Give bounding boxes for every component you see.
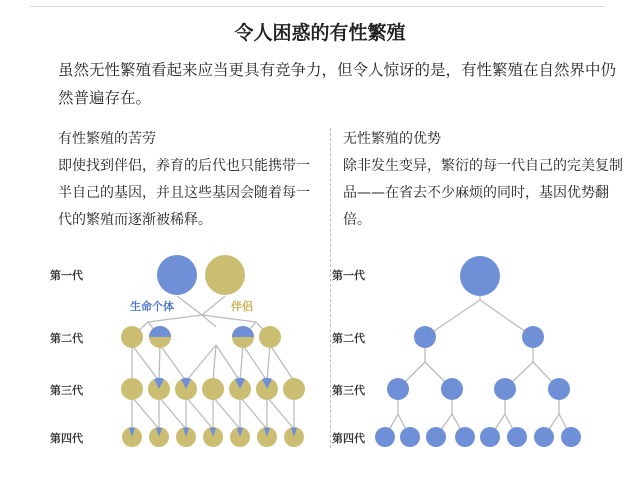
left-link-g2-10	[270, 345, 294, 381]
right-gen1-node	[460, 256, 500, 296]
sexual-heading: 有性繁殖的苦劳	[58, 131, 156, 147]
left-link-g3-7	[213, 397, 240, 429]
left-link-g3-5	[186, 397, 213, 429]
individual-tag: 生命个体	[130, 300, 174, 313]
left-link-g3-11	[267, 397, 294, 429]
left-link-g2-3	[160, 345, 186, 381]
right-gen-label-2: 第二代	[332, 332, 365, 345]
left-link-g2-2	[159, 345, 160, 381]
left-link-g2-1	[132, 345, 159, 381]
left-gen3-node	[121, 378, 143, 400]
left-gen3-node	[202, 378, 224, 400]
sexual-tree-lines	[132, 296, 294, 429]
left-link-g2-9	[267, 345, 270, 381]
right-gen4-node	[561, 427, 581, 447]
left-link-g1-right	[202, 315, 256, 322]
right-gen3-node	[494, 378, 516, 400]
left-link-g1-gold	[202, 296, 225, 315]
right-gen4-node	[534, 427, 554, 447]
left-gen2-node	[259, 326, 281, 348]
right-gen-label-1: 第一代	[332, 269, 365, 282]
right-gen4-node	[455, 427, 475, 447]
right-gen4-node	[426, 427, 446, 447]
right-gen3-node	[548, 378, 570, 400]
asexual-tree-nodes	[375, 256, 581, 447]
left-gen1-partner	[205, 255, 245, 295]
left-gen-label-1: 第一代	[50, 269, 83, 282]
left-link-g3-3	[159, 397, 186, 429]
left-link-g2-8	[243, 345, 267, 381]
left-gen-label-2: 第二代	[50, 332, 83, 345]
left-gen3-node	[283, 378, 305, 400]
right-gen3-node	[387, 378, 409, 400]
left-link-g1-left	[148, 315, 202, 322]
left-link-g2-4	[186, 345, 216, 381]
left-link-g2-7	[240, 345, 243, 381]
partner-tag: 伴侣	[231, 300, 253, 313]
right-gen4-node	[507, 427, 527, 447]
asexual-tree-lines	[385, 276, 571, 437]
right-gen-label-4: 第四代	[332, 432, 365, 445]
right-gen3-node	[441, 378, 463, 400]
left-link-g2-6	[216, 345, 240, 381]
left-gen1-individual	[157, 255, 197, 295]
left-gen-label-4: 第四代	[50, 432, 83, 445]
right-gen4-node	[400, 427, 420, 447]
left-gen-label-3: 第三代	[50, 384, 83, 397]
page-title: 令人困惑的有性繁殖	[234, 22, 406, 44]
right-gen2-node	[414, 326, 436, 348]
asexual-heading: 无性繁殖的优势	[343, 131, 441, 147]
asexual-body: 除非发生变异，繁衍的每一代自己的完美复制品——在省去不少麻烦的同时，基因优势翻倍。	[343, 158, 623, 228]
left-link-g3-9	[240, 397, 267, 429]
right-gen2-node	[522, 326, 544, 348]
right-gen-label-3: 第三代	[332, 384, 365, 397]
left-gen2-node	[121, 326, 143, 348]
right-gen4-node	[375, 427, 395, 447]
left-link-g1-blue	[177, 296, 202, 315]
left-link-g2-5	[213, 345, 216, 381]
right-gen4-node	[480, 427, 500, 447]
left-link-g3-1	[132, 397, 159, 429]
intro-paragraph: 虽然无性繁殖看起来应当更具有竞争力，但令人惊讶的是，有性繁殖在自然界中仍然普遍存在。	[58, 61, 617, 107]
sexual-body: 即使找到伴侣，养育的后代也只能携带一半自己的基因，并且这些基因会随着每一代的繁殖而逐渐被稀释。	[58, 158, 310, 228]
